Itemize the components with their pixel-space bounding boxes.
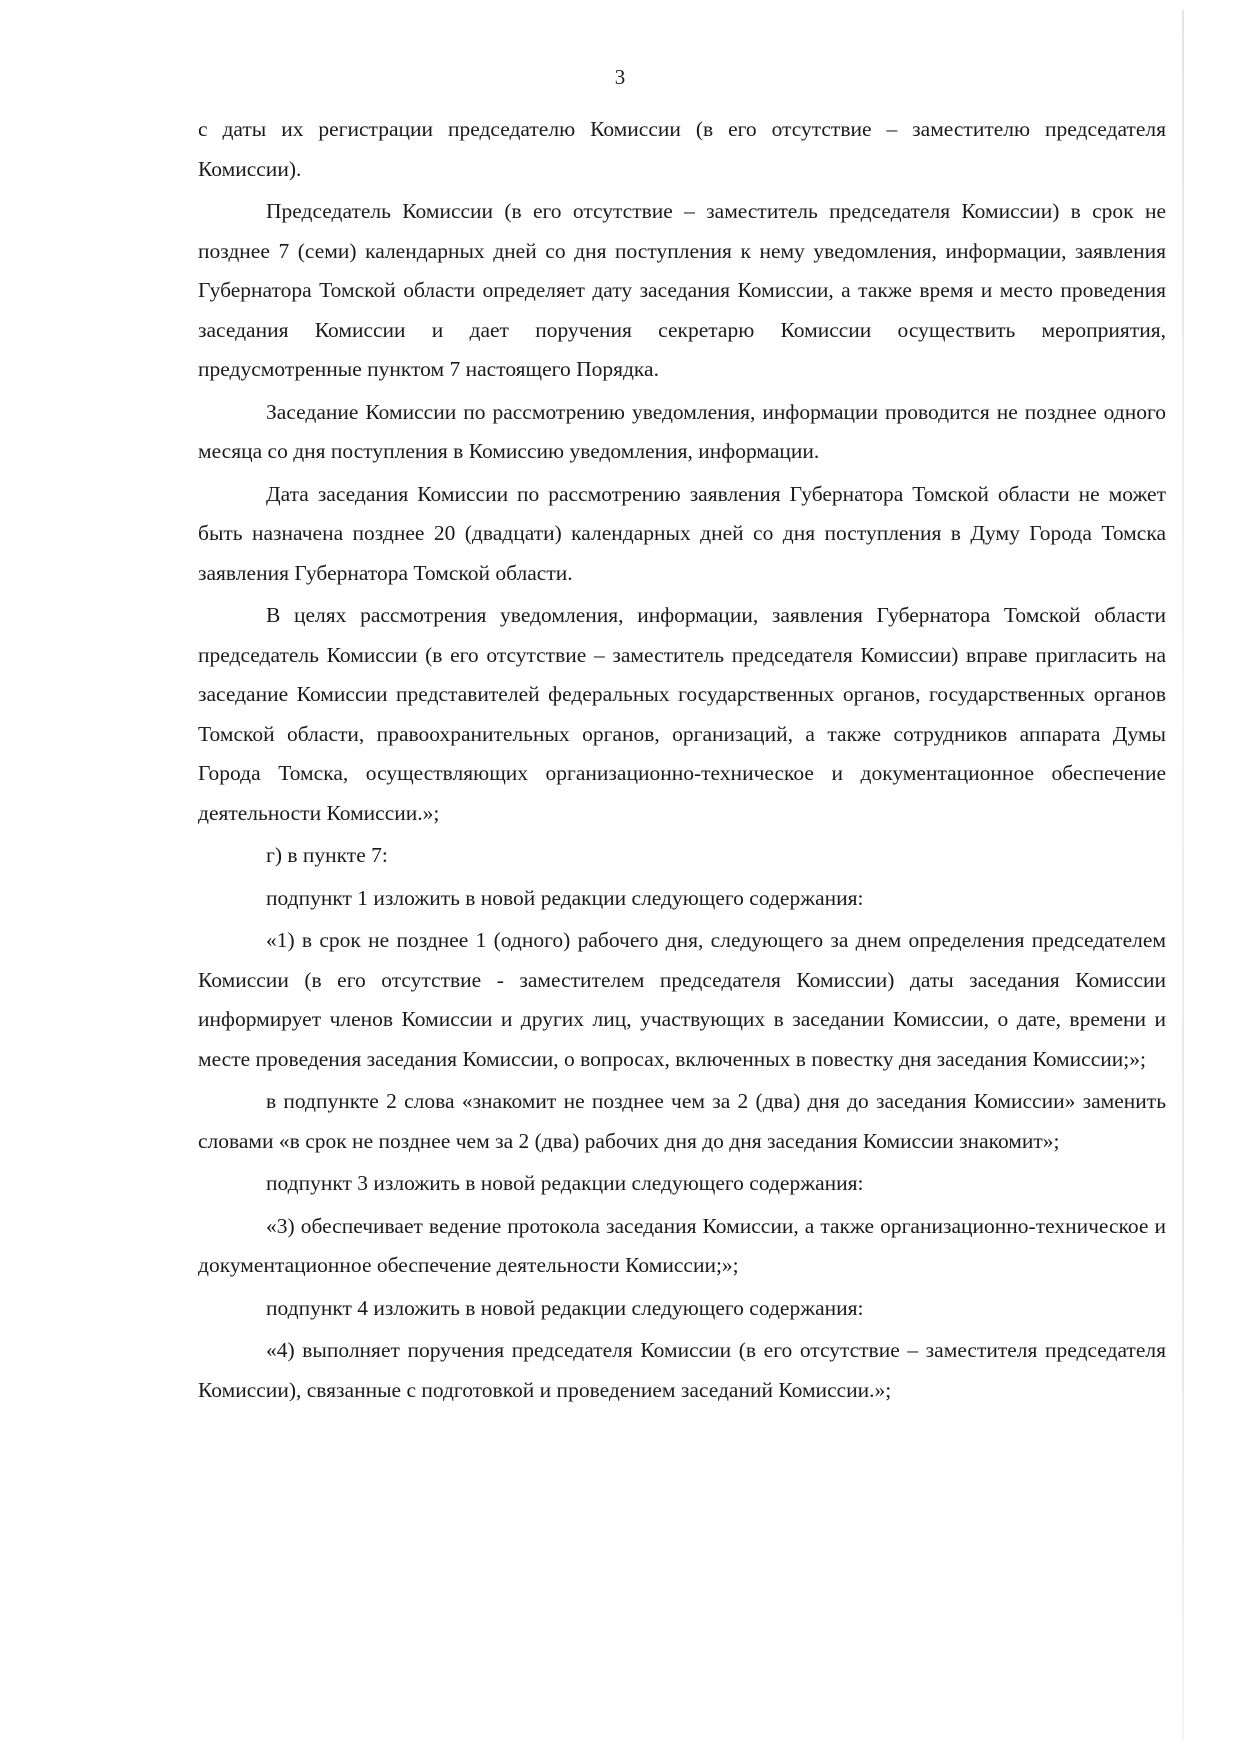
paragraph: с даты их регистрации председателю Комиссии (в его отсутствие – заместителю председателя Комиссии). xyxy=(198,117,1166,181)
paragraph: «1) в срок не позднее 1 (одного) рабочего дня, следующего за днем определения председателем Комиссии (в его отсутствие - заместителем председателя Комиссии) даты заседания Комиссии информирует членов Комиссии и других лиц, участвующих в заседании Комиссии, о дате, времени и месте проведения заседания Комиссии, о вопросах, включенных в повестку дня заседания Комиссии;»; xyxy=(198,928,1166,1071)
paragraph: «4) выполняет поручения председателя Комиссии (в его отсутствие – заместителя председателя Комиссии), связанные с подготовкой и проведением заседаний Комиссии.»; xyxy=(198,1338,1166,1402)
page-number: 3 xyxy=(614,65,626,89)
paragraph: Дата заседания Комиссии по рассмотрению заявления Губернатора Томской области не может быть назначена позднее 20 (двадцати) календарных дней со дня поступления в Думу Города Томска заявления Губернатора Томской области. xyxy=(198,481,1166,585)
paragraph: г) в пункте 7: xyxy=(266,843,388,867)
paragraph: В целях рассмотрения уведомления, информации, заявления Губернатора Томской области председатель Комиссии (в его отсутствие – заместитель председателя Комиссии) вправе пригласить на заседание Комиссии представителей федеральных государственных органов, государственных органов Томской области, правоохранительных органов, организаций, а также сотрудников аппарата Думы Города Томска, осуществляющих организационно-техническое и документационное обеспечение деятельности Комиссии.»; xyxy=(198,603,1166,825)
paragraph: Заседание Комиссии по рассмотрению уведомления, информации проводится не позднее одного месяца со дня поступления в Комиссию уведомления, информации. xyxy=(198,399,1166,463)
paragraph: в подпункте 2 слова «знакомит не позднее чем за 2 (два) дня до заседания Комиссии» заменить словами «в срок не позднее чем за 2 (два) рабочих дня до дня заседания Комиссии знакомит»; xyxy=(198,1089,1166,1153)
paragraph: Председатель Комиссии (в его отсутствие – заместитель председателя Комиссии) в срок не позднее 7 (семи) календарных дней со дня поступления к нему уведомления, информации, заявления Губернатора Томской области определяет дату заседания Комиссии, а также время и место проведения заседания Комиссии и дает поручения секретарю Комиссии осуществить мероприятия, предусмотренные пунктом 7 настоящего Порядка. xyxy=(198,199,1166,381)
paragraph: «3) обеспечивает ведение протокола заседания Комиссии, а также организационно-техническое и документационное обеспечение деятельности Комиссии;»; xyxy=(198,1213,1166,1277)
paragraph: подпункт 3 изложить в новой редакции следующего содержания: xyxy=(266,1171,864,1195)
paragraph: подпункт 4 изложить в новой редакции следующего содержания: xyxy=(266,1295,864,1320)
document-body xyxy=(198,110,1166,1410)
scan-edge-line xyxy=(1182,10,1184,1740)
paragraph: подпункт 1 изложить в новой редакции следующего содержания: xyxy=(266,885,864,910)
